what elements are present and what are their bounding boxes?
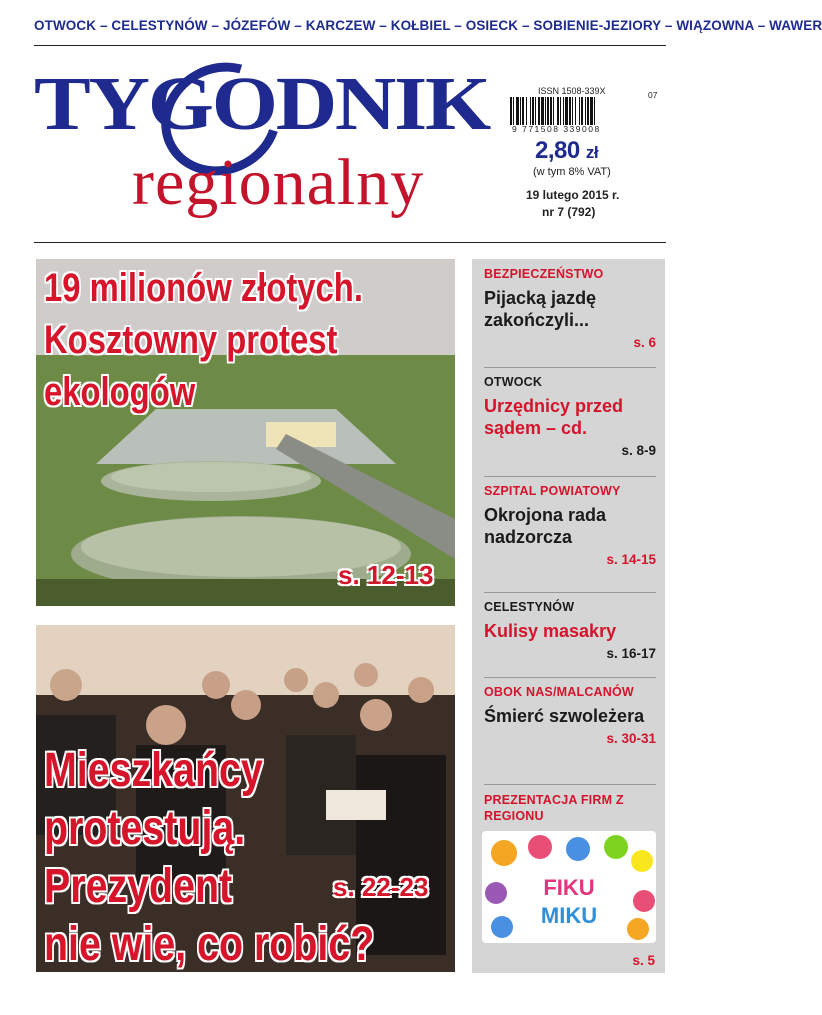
sidebar-title: Pijacką jazdę zakończyli... bbox=[484, 288, 597, 330]
story-2-line-4: nie wie, co robić? bbox=[44, 918, 375, 971]
sidebar-item-szpital[interactable] bbox=[484, 484, 656, 567]
story-2-line-3: Prezydent bbox=[44, 860, 233, 913]
divider bbox=[484, 677, 656, 678]
sidebar-title: Urzędnicy przed sądem – cd. bbox=[484, 396, 624, 438]
issn: ISSN 1508-339X bbox=[538, 86, 606, 96]
sidebar-category: PREZENTACJA FIRM Z REGIONU bbox=[484, 793, 624, 823]
sidebar-item-celestynow[interactable] bbox=[484, 600, 656, 661]
sidebar-item-bezpieczenstwo[interactable] bbox=[484, 267, 656, 350]
fiku-miku-logo[interactable] bbox=[482, 831, 656, 943]
sidebar-page: s. 30-31 bbox=[606, 731, 656, 746]
sidebar-title: Okrojona rada nadzorcza bbox=[484, 505, 607, 547]
sidebar-item-otwock[interactable] bbox=[484, 375, 656, 458]
contents-sidebar bbox=[472, 259, 665, 973]
sidebar-page: s. 14-15 bbox=[606, 552, 656, 567]
sidebar-category: SZPITAL POWIATOWY bbox=[484, 484, 621, 498]
issue-date: 19 lutego 2015 r. bbox=[526, 188, 620, 202]
divider bbox=[484, 367, 656, 368]
price-value: 2,80 bbox=[535, 137, 580, 164]
masthead-rule bbox=[34, 242, 666, 243]
sidebar-category: BEZPIECZEŃSTWO bbox=[484, 267, 604, 281]
story-2-page[interactable]: s. 22-23 bbox=[333, 872, 429, 902]
story-1-line-2: Kosztowny protest bbox=[44, 318, 338, 362]
sidebar-category: OBOK NAS/MALCANÓW bbox=[484, 685, 634, 699]
divider bbox=[484, 592, 656, 593]
sidebar-page: s. 5 bbox=[632, 953, 655, 968]
story-1-page[interactable]: s. 12-13 bbox=[338, 560, 434, 590]
barcode-addon: 07 bbox=[648, 90, 658, 100]
sidebar-category: OTWOCK bbox=[484, 375, 543, 389]
vat-note: (w tym 8% VAT) bbox=[533, 166, 611, 178]
logo-text-line-1: FIKU bbox=[543, 875, 595, 900]
sidebar-title: Śmierć szwoleżera bbox=[484, 706, 645, 726]
barcode-number: 9 771508 339008 bbox=[512, 124, 601, 134]
top-rule bbox=[34, 45, 666, 46]
sidebar-page: s. 6 bbox=[633, 335, 656, 350]
price-currency: zł bbox=[585, 143, 599, 162]
story-1-headline[interactable] bbox=[44, 262, 363, 418]
story-1-line-1: 19 milionów złotych. bbox=[44, 266, 363, 310]
logo-text-line-2: MIKU bbox=[540, 903, 598, 928]
price bbox=[535, 137, 598, 165]
barcode bbox=[510, 97, 670, 125]
divider bbox=[484, 784, 656, 785]
masthead-subtitle: regionalny bbox=[132, 146, 425, 219]
sidebar-page: s. 8-9 bbox=[621, 443, 656, 458]
issue-number: nr 7 (792) bbox=[542, 205, 596, 219]
sidebar-item-obok-nas[interactable] bbox=[484, 685, 656, 746]
sidebar-category: CELESTYNÓW bbox=[484, 600, 575, 614]
story-2-line-2: protestują. bbox=[44, 802, 246, 855]
story-1-line-3: ekologów bbox=[44, 370, 196, 414]
sidebar-page: s. 16-17 bbox=[606, 646, 656, 661]
divider bbox=[484, 476, 656, 477]
masthead-title: TYGODNIK bbox=[34, 62, 490, 146]
story-2-line-1: Mieszkańcy bbox=[44, 744, 263, 797]
towns-line: OTWOCK – CELESTYNÓW – JÓZEFÓW – KARCZEW – KOŁBIEL – OSIECK – SOBIENIE-JEZIORY – WIĄZOWNA – WAWER bbox=[34, 18, 822, 33]
story-2-headline[interactable] bbox=[44, 742, 374, 974]
sidebar-item-prezentacja[interactable] bbox=[484, 792, 656, 824]
sidebar-title: Kulisy masakry bbox=[484, 621, 617, 641]
